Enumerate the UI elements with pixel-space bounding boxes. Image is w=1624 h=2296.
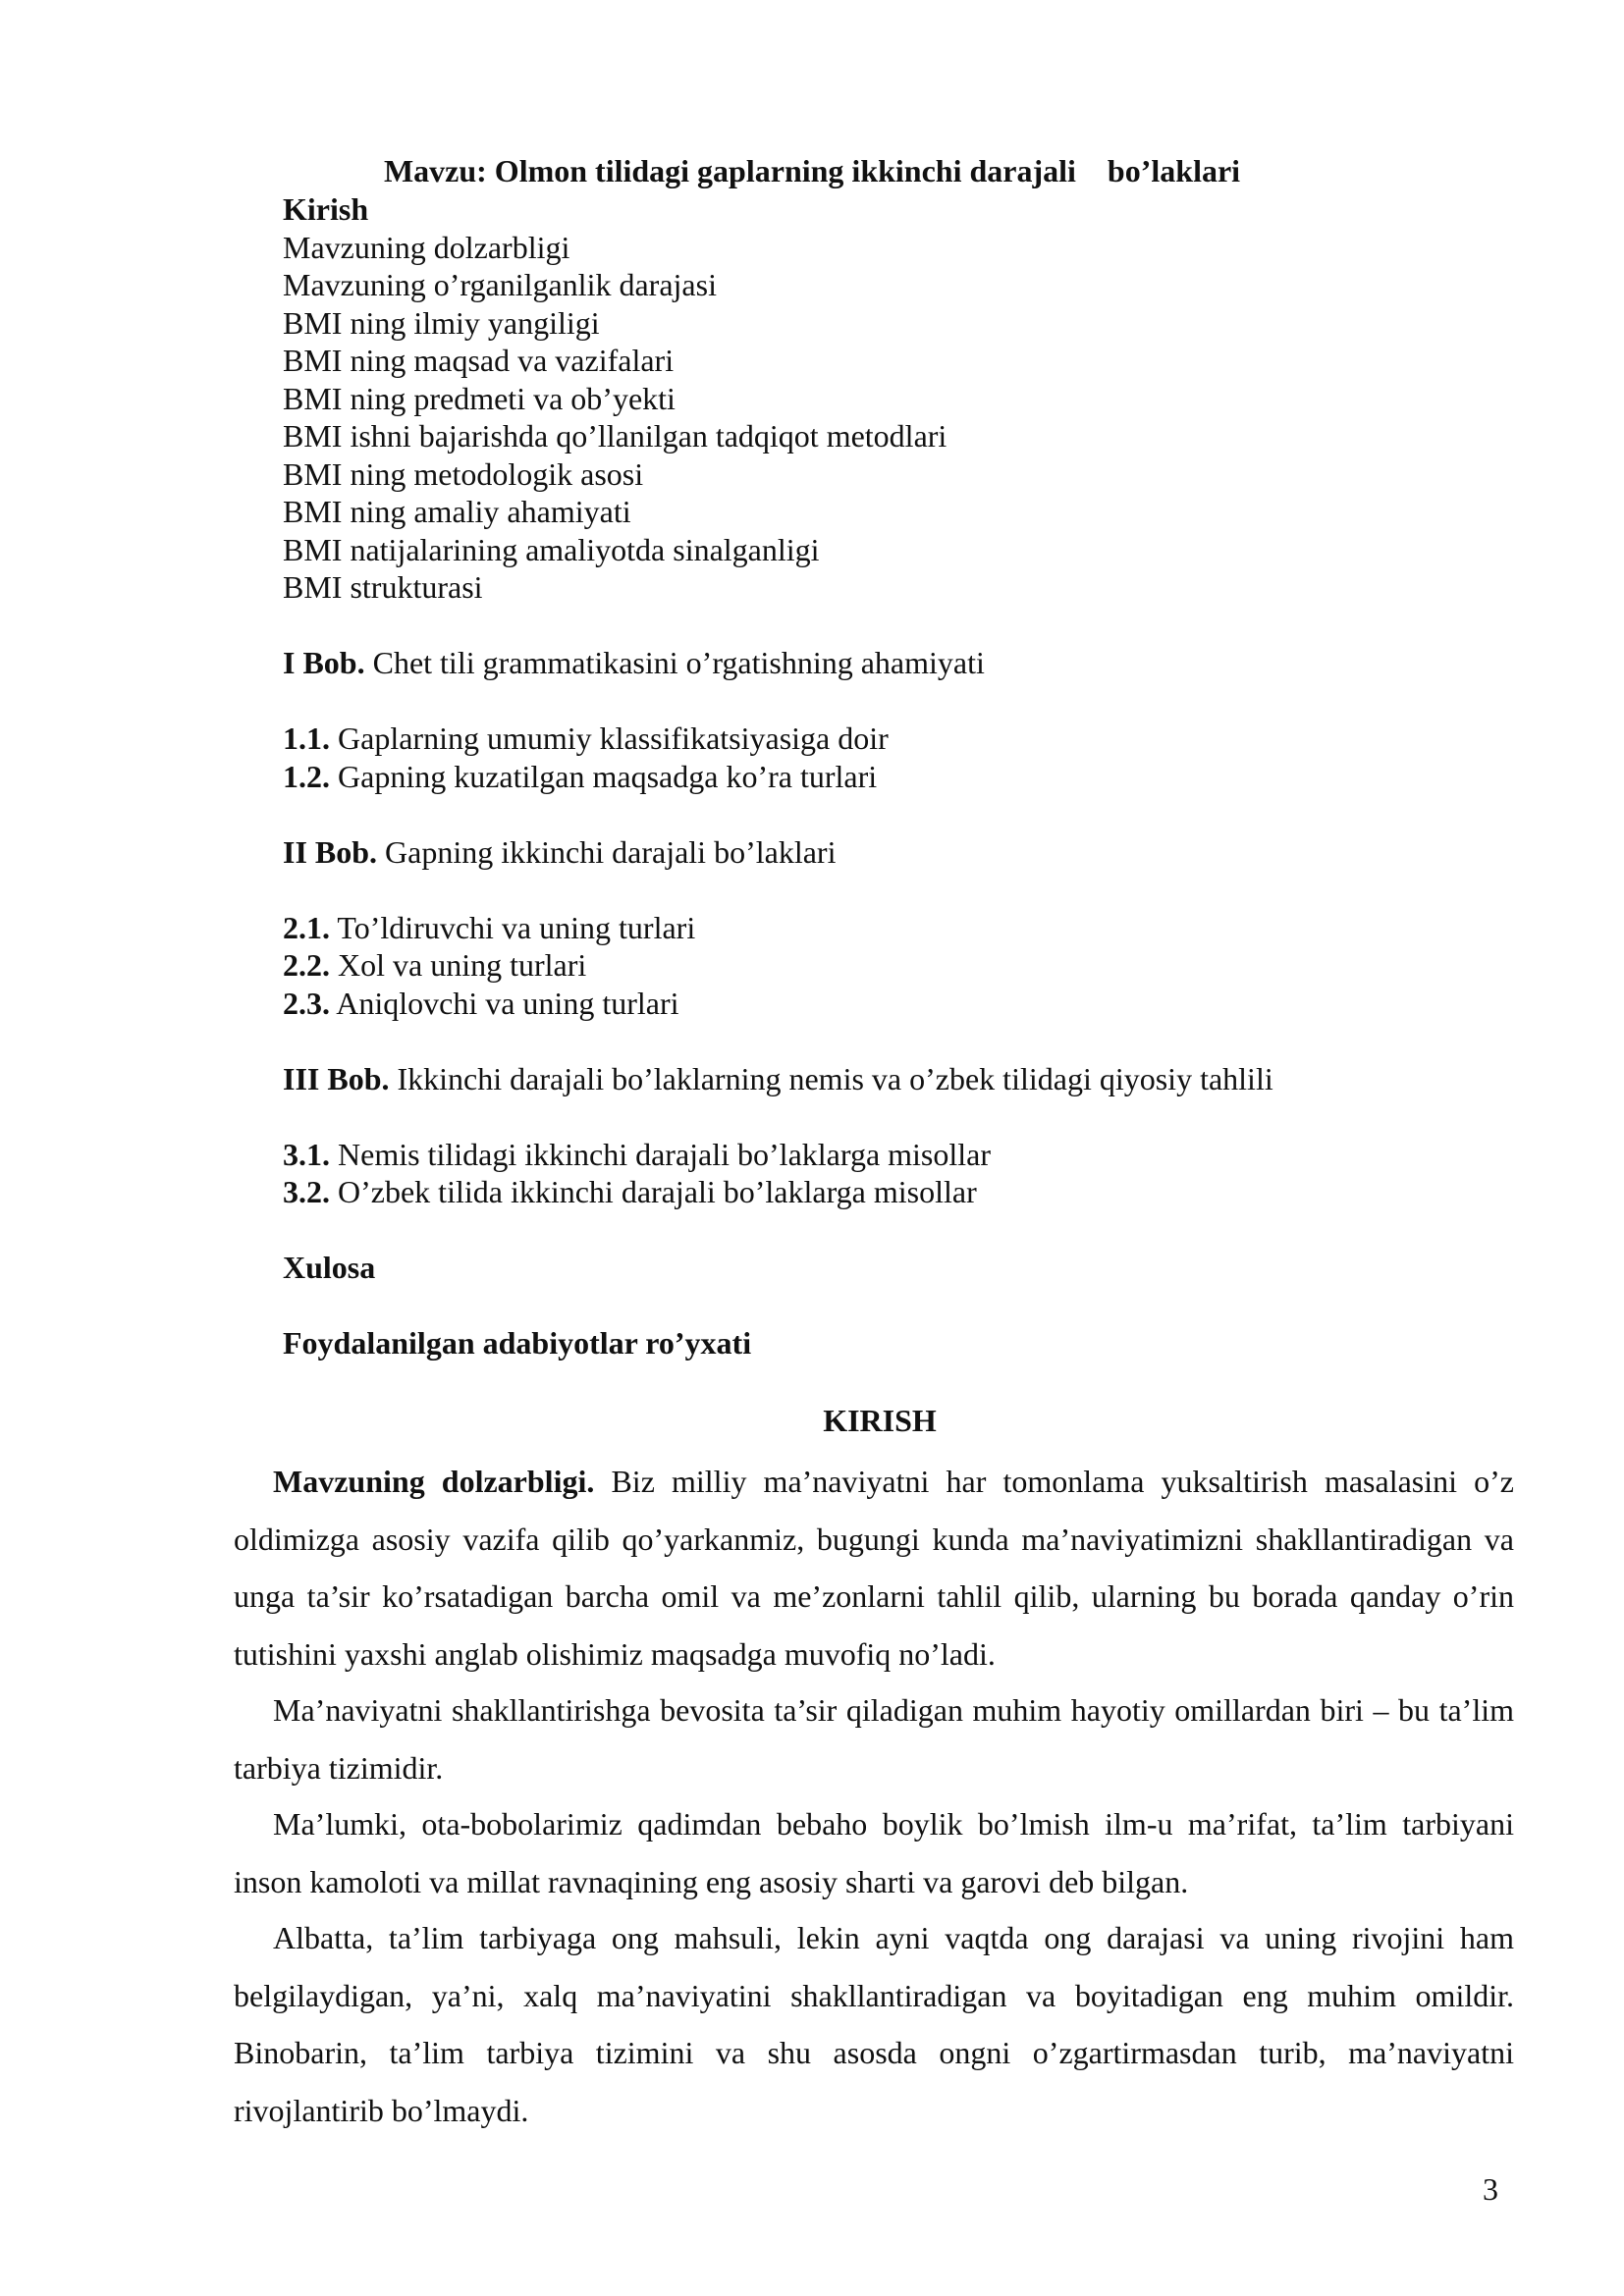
- section-title: Nemis tilidagi ikkinchi darajali bo’laklarga misollar: [330, 1136, 992, 1172]
- paragraph: [234, 1682, 1514, 1796]
- toc-item: BMI ning predmeti va ob’yekti: [283, 380, 676, 416]
- toc-intro-heading: Kirish: [283, 191, 369, 227]
- toc-section: [283, 946, 1273, 985]
- page-title: Mavzu: Olmon tilidagi gaplarning ikkinchi darajali bo’laklari: [383, 153, 1241, 188]
- page-number: 3: [1483, 2171, 1498, 2207]
- spacer: [283, 607, 1273, 645]
- section-title: O’zbek tilida ikkinchi darajali bo’laklarga misollar: [330, 1174, 977, 1209]
- spacer: [283, 1022, 1273, 1060]
- section-title: Xol va uning turlari: [330, 947, 587, 983]
- toc-references: Foydalanilgan adabiyotlar ro’yxati: [283, 1325, 752, 1361]
- toc-item: BMI ishni bajarishda qo’llanilgan tadqiqot metodlari: [283, 418, 947, 454]
- section-number: 2.1.: [283, 909, 330, 945]
- chapter-number: III Bob.: [283, 1060, 390, 1096]
- toc-item: BMI ning ilmiy yangiligi: [283, 304, 600, 341]
- section-number: 3.2.: [283, 1174, 330, 1209]
- toc-chapter: [283, 833, 1273, 872]
- chapter-title: Ikkinchi darajali bo’laklarning nemis va o’zbek tilidagi qiyosiy tahlili: [389, 1060, 1273, 1096]
- spacer: [283, 682, 1273, 721]
- paragraph-lead: Mavzuning dolzarbligi.: [273, 1464, 595, 1499]
- paragraph: [234, 1795, 1514, 1910]
- toc-section: [283, 985, 1273, 1023]
- section-number: 3.1.: [283, 1136, 330, 1172]
- table-of-contents: [283, 190, 1273, 1362]
- paragraph: [234, 1909, 1514, 2139]
- toc-item: Mavzuning o’rganilganlik darajasi: [283, 267, 717, 302]
- section-title: Aniqlovchi va uning turlari: [330, 985, 679, 1021]
- toc-item: BMI strukturasi: [283, 569, 483, 605]
- chapter-title: Gapning ikkinchi darajali bo’laklari: [377, 833, 837, 870]
- paragraph: [234, 1453, 1514, 1682]
- section-title: To’ldiruvchi va uning turlari: [330, 909, 696, 945]
- toc-item: BMI ning metodologik asosi: [283, 455, 644, 492]
- body-text: [234, 1453, 1514, 2139]
- chapter-number: II Bob.: [283, 833, 378, 870]
- toc-section: [283, 909, 1273, 947]
- section-number: 2.2.: [283, 947, 330, 983]
- toc-chapter: [283, 644, 1273, 682]
- toc-item: BMI ning maqsad va vazifalari: [283, 343, 675, 378]
- paragraph-text: Ma’naviyatni shakllantirishga bevosita ta’sir qiladigan muhim hayotiy omillardan biri – bu ta’lim tarbiya tizimidir.: [234, 1692, 1514, 1786]
- section-number: 2.3.: [283, 985, 330, 1021]
- toc-item: Mavzuning dolzarbligi: [283, 229, 570, 265]
- toc-section: [283, 720, 1273, 758]
- toc-item: BMI natijalarining amaliyotda sinalganligi: [283, 531, 820, 567]
- toc-section: [283, 1173, 1273, 1211]
- spacer: [283, 795, 1273, 833]
- toc-section: [283, 1136, 1273, 1174]
- spacer: [283, 1097, 1273, 1136]
- toc-item: BMI ning amaliy ahamiyati: [283, 494, 631, 529]
- toc-chapter: [283, 1060, 1273, 1098]
- section-number: 1.1.: [283, 721, 330, 756]
- toc-section: [283, 758, 1273, 796]
- paragraph-text: Ma’lumki, ota-bobolarimiz qadimdan bebaho boylik bo’lmish ilm-u ma’rifat, ta’lim tarbiyani inson kamoloti va millat ravnaqining eng asosiy sharti va garovi deb bilgan.: [234, 1806, 1514, 1899]
- section-heading: KIRISH: [823, 1403, 937, 1438]
- paragraph-text: Albatta, ta’lim tarbiyaga ong mahsuli, lekin ayni vaqtda ong darajasi va uning rivojini ham belgilaydigan, ya’ni, xalq ma’naviyatini shakllantiradigan va boyitadigan eng muhim omildir. Binobarin, ta’lim tarbiya tizimini va shu asosda ongni o’zgartirmasdan turib, ma’naviyatni rivojlantirib bo’lmaydi.: [234, 1920, 1514, 2128]
- spacer: [283, 1211, 1273, 1250]
- paragraph-text: Biz milliy ma’naviyatni har tomonlama yuksaltirish masalasini o’z oldimizga asosiy vazifa qilib qo’yarkanmiz, bugungi kunda ma’naviyatimizni shakllantiradigan va unga ta’sir ko’rsatadigan barcha omil va me’zonlarni tahlil qilib, ularning bu borada qanday o’rin tutishini yaxshi anglab olishimiz maqsadga muvofiq no’ladi.: [234, 1464, 1515, 1672]
- spacer: [283, 871, 1273, 909]
- section-number: 1.2.: [283, 758, 330, 794]
- chapter-number: I Bob.: [283, 645, 365, 680]
- section-title: Gaplarning umumiy klassifikatsiyasiga doir: [330, 721, 889, 756]
- spacer: [283, 1287, 1273, 1325]
- toc-conclusion: Xulosa: [283, 1250, 376, 1285]
- chapter-title: Chet tili grammatikasini o’rgatishning ahamiyati: [364, 645, 985, 680]
- section-title: Gapning kuzatilgan maqsadga ko’ra turlari: [330, 758, 878, 794]
